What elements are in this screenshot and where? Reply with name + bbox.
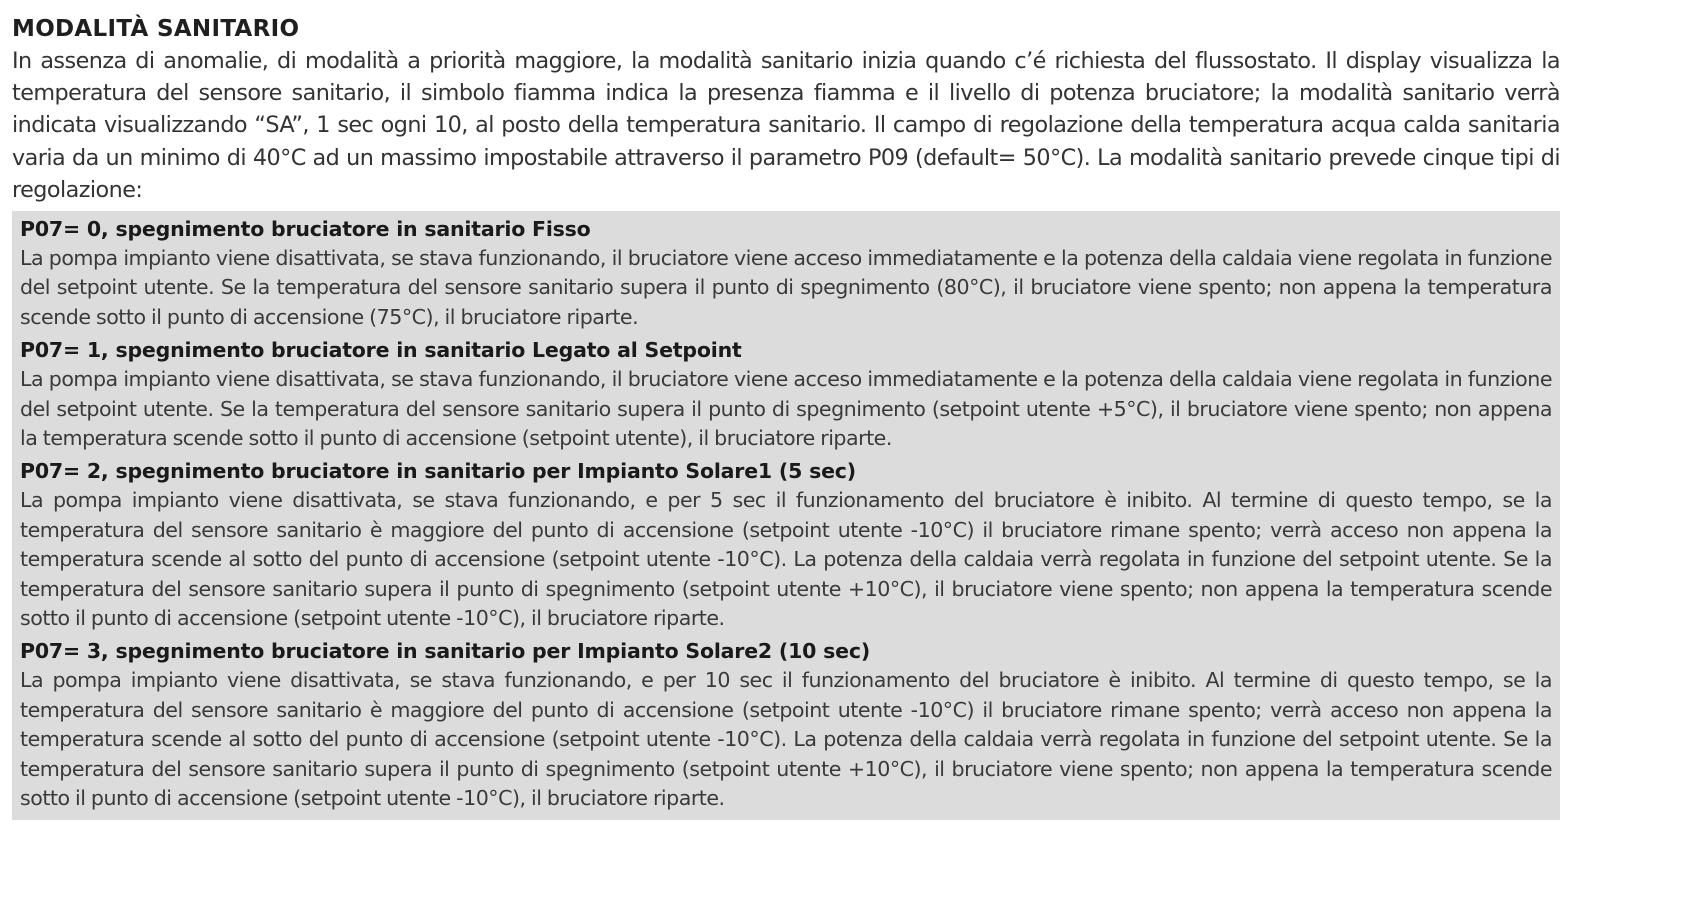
setting-entry-p07-0	[20, 215, 1552, 332]
section-title: MODALITÀ SANITARIO	[12, 16, 300, 42]
setting-title: P07= 2, spegnimento bruciatore in sanitario per Impianto Solare1 (5 sec)	[20, 459, 856, 484]
setting-title: P07= 0, spegnimento bruciatore in sanitario Fisso	[20, 217, 591, 242]
setting-title: P07= 3, spegnimento bruciatore in sanitario per Impianto Solare2 (10 sec)	[20, 639, 870, 664]
setting-description: La pompa impianto viene disattivata, se stava funzionando, e per 10 sec il funzionamento del bruciatore è inibito. Al termine di questo tempo, se la temperatura del sensore sanitario è maggiore del punto di accensione (setpoint utente -10°C) il bruciatore rimane spento; verrà acceso non appena la temperatura scende al sotto del punto di accensione (setpoint utente -10°C). La potenza della caldaia verrà regolata in funzione del setpoint utente. Se la temperatura del sensore sanitario supera il punto di spegnimento (setpoint utente +10°C), il bruciatore viene spento; non appena la temperatura scende sotto il punto di accensione (setpoint utente -10°C), il bruciatore riparte.	[20, 668, 1552, 811]
setting-title: P07= 1, spegnimento bruciatore in sanitario Legato al Setpoint	[20, 338, 742, 363]
setting-description: La pompa impianto viene disattivata, se stava funzionando, il bruciatore viene acceso immediatamente e la potenza della caldaia viene regolata in funzione del setpoint utente. Se la temperatura del sensore sanitario supera il punto di spegnimento (80°C), il bruciatore viene spento; non appena la temperatura scende sotto il punto di accensione (75°C), il bruciatore riparte.	[20, 246, 1552, 329]
setting-entry-p07-3	[20, 637, 1552, 813]
setting-description: La pompa impianto viene disattivata, se stava funzionando, il bruciatore viene acceso immediatamente e la potenza della caldaia viene regolata in funzione del setpoint utente. Se la temperatura del sensore sanitario supera il punto di spegnimento (setpoint utente +5°C), il bruciatore viene spento; non appena la temperatura scende sotto il punto di accensione (setpoint utente), il bruciatore riparte.	[20, 367, 1552, 451]
section-intro: In assenza di anomalie, di modalità a priorità maggiore, la modalità sanitario inizia quando c’é richiesta del flussostato. Il display visualizza la temperatura del sensore sanitario, il simbolo fiamma indica la presenza fiamma e il livello di potenza bruciatore; la modalità sanitario verrà indicata visualizzando “SA”, 1 sec ogni 10, al posto della temperatura sanitario. Il campo di regolazione della temperatura acqua calda sanitaria varia da un minimo di 40°C ad un massimo impostabile attraverso il parametro P09 (default= 50°C). La modalità sanitario prevede cinque tipi di regolazione:	[12, 48, 1560, 203]
setting-entry-p07-2	[20, 457, 1552, 633]
setting-entry-p07-1	[20, 336, 1552, 453]
document-page	[12, 14, 1560, 820]
settings-box	[12, 211, 1560, 820]
setting-description: La pompa impianto viene disattivata, se stava funzionando, e per 5 sec il funzionamento del bruciatore è inibito. Al termine di questo tempo, se la temperatura del sensore sanitario è maggiore del punto di accensione (setpoint utente -10°C) il bruciatore rimane spento; verrà acceso non appena la temperatura scende al sotto del punto di accensione (setpoint utente -10°C). La potenza della caldaia verrà regolata in funzione del setpoint utente. Se la temperatura del sensore sanitario supera il punto di spegnimento (setpoint utente +10°C), il bruciatore viene spento; non appena la temperatura scende sotto il punto di accensione (setpoint utente -10°C), il bruciatore riparte.	[20, 488, 1552, 631]
